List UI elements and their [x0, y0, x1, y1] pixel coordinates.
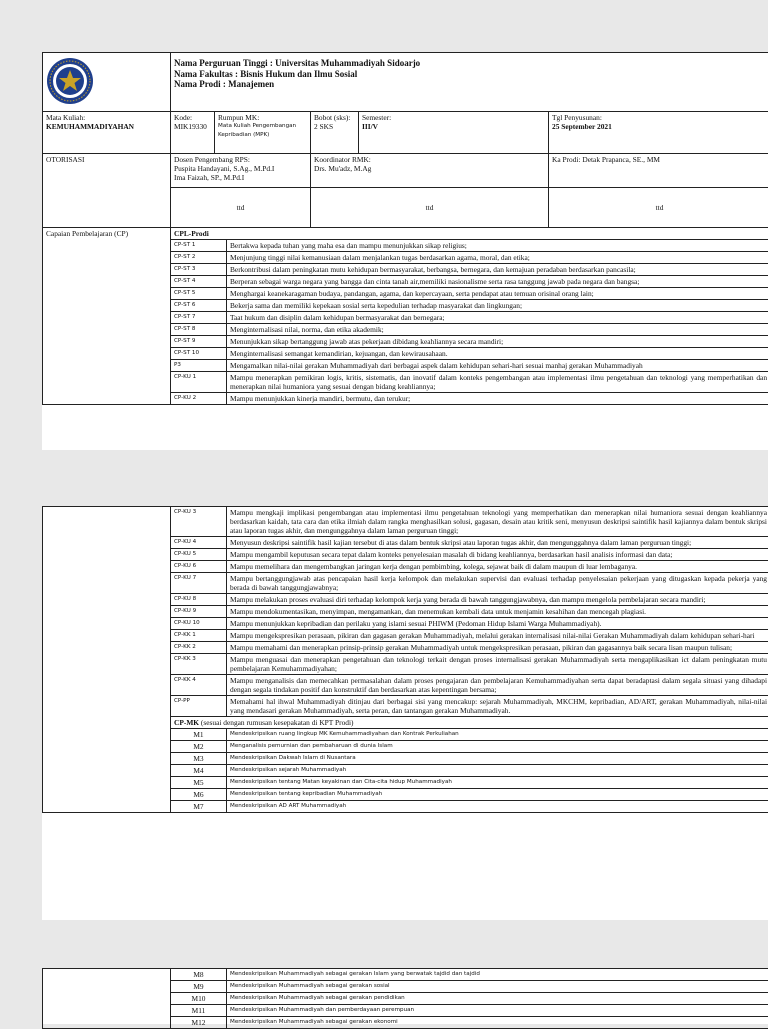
cp-text: Taat hukum dan disiplin dalam kehidupan bermasyarakat dan bernegara;	[227, 312, 768, 324]
cp-text: Mendeskripsikan Muhammadiyah sebagai gerakan sosial	[227, 981, 768, 993]
coordinator-label: Koordinator RMK:	[314, 155, 545, 164]
cp-text: Mampu memahami dan menerapkan prinsip-prinsip gerakan Muhammadiyah untuk mengekspresikan perasaan, pikiran dan gagasannya baik secara lisan maupun tulisan;	[227, 642, 768, 654]
cp-code: M4	[171, 765, 227, 777]
cp-text: Mendeskripsikan tentang Matan keyakinan dan Cita-cita hidup Muhammadiyah	[227, 777, 768, 789]
cp-left-cell	[43, 507, 171, 813]
signature-ttd-2: ttd	[426, 203, 434, 212]
course-name-cell	[43, 112, 171, 154]
cp-text: Memahami hal ihwal Muhammadiyah ditinjau dari berbagai sisi yang mencakup: sejarah Muhammadiyah, MKCHM, kepribadian, AD/ART, gerakan Muhammadiyah, nilai-nilai yang mendasari gerakan Muhammadiyah, serta peran, dan tantangan gerakan Muhammadiyah.	[227, 696, 768, 717]
logo-cell	[43, 53, 171, 112]
cp-text: Mendeskripsikan tentang kepribadian Muhammadiyah	[227, 789, 768, 801]
course-group: Mata Kuliah Pengembangan Kepribadian (MPK)	[218, 122, 307, 140]
semester-cell	[359, 112, 549, 154]
credit-label: Bobot (sks):	[314, 113, 355, 122]
cp-code: CP-KU 6	[171, 561, 227, 573]
course-code: MIK19330	[174, 122, 211, 131]
cp-code: M1	[171, 729, 227, 741]
head-of-program: Ka Prodi: Detak Prapanca, SE., MM	[552, 155, 660, 164]
course-name: KEMUHAMMADIYAHAN	[46, 122, 167, 131]
head-cell	[549, 154, 768, 188]
cp-row	[43, 969, 768, 981]
cp-mk-note: (sesuai dengan rumusan kesepakatan di KPT Prodi)	[201, 718, 354, 727]
cp-code: M12	[171, 1017, 227, 1029]
coordinator-name: Drs. Mu'adz, M.Ag	[314, 164, 545, 173]
cp-code: CP-KU 1	[171, 372, 227, 393]
cp-code: CP-ST 1	[171, 240, 227, 252]
cp-text: Menunjukkan sikap bertanggung jawab atas pekerjaan dibidang keahliannya secara mandiri;	[227, 336, 768, 348]
page-1	[42, 52, 768, 450]
date-cell	[549, 112, 768, 154]
cp-code: M9	[171, 981, 227, 993]
rps-dev-1: Puspita Handayani, S.Ag., M.Pd.I	[174, 164, 307, 173]
cp-text: Mendeskripsikan Muhammadiyah sebagai gerakan ekonomi	[227, 1017, 768, 1029]
cp-text: Menganalisis pemurnian dan pembaharuan di dunia Islam	[227, 741, 768, 753]
cp-code: M6	[171, 789, 227, 801]
cp-code: CP-ST 5	[171, 288, 227, 300]
cp-code: CP-ST 9	[171, 336, 227, 348]
cp-code: CP-PP	[171, 696, 227, 717]
cp-code: M3	[171, 753, 227, 765]
semester-value: III/V	[362, 122, 545, 131]
cp-text: Mampu menunjukkan kepribadian dan perilaku yang islami sesuai PHIWM (Pedoman Hidup Islami Warga Muhammadiyah).	[227, 618, 768, 630]
cp-mk-continued-table	[42, 968, 768, 1029]
signature-ttd-1: ttd	[237, 203, 245, 212]
cp-code: CP-KK 2	[171, 642, 227, 654]
cp-continued-table	[42, 506, 768, 813]
cp-text: Mampu memelihara dan mengembangkan jaringan kerja dengan pembimbing, kolega, sejawat baik di dalam maupun di luar lembaganya.	[227, 561, 768, 573]
cp-text: Menjunjung tinggi nilai kemanusiaan dalam menjalankan tugas berdasarkan agama, moral, dan etika;	[227, 252, 768, 264]
page-2	[42, 506, 768, 920]
coordinator-cell	[311, 154, 549, 188]
university-logo	[46, 57, 94, 105]
cp-code: CP-KU 9	[171, 606, 227, 618]
cp-code: M8	[171, 969, 227, 981]
cp-code: CP-KU 10	[171, 618, 227, 630]
course-label: Mata Kuliah:	[46, 113, 167, 122]
cp-code: P3	[171, 360, 227, 372]
cpl-prodi-title: CPL-Prodi	[171, 228, 768, 240]
cp-text: Mendeskripsikan sejarah Muhammadiyah	[227, 765, 768, 777]
cp-code: CP-KU 3	[171, 507, 227, 537]
cp-code: CP-KU 7	[171, 573, 227, 594]
signature-ttd-3: ttd	[656, 203, 664, 212]
cp-text: Menginternalisasi semangat kemandirian, kejuangan, dan kewirausahaan.	[227, 348, 768, 360]
page-3	[42, 968, 768, 1024]
cp-code: CP-ST 8	[171, 324, 227, 336]
cp-text: Mampu mendokumentasikan, menyimpan, mengamankan, dan menemukan kembali data untuk menjamin kesahihan dan mencegah plagiasi.	[227, 606, 768, 618]
authorization-label: OTORISASI	[46, 155, 84, 164]
cp-mk-header	[171, 717, 768, 729]
cp-code: CP-KU 4	[171, 537, 227, 549]
cp-code: CP-KU 2	[171, 393, 227, 405]
cp-text: Menyusun deskripsi saintifik hasil kajian tersebut di atas dalam bentuk skripsi atau laporan tugas akhir, dan mengunggahnya dalam laman perguruan tinggi;	[227, 537, 768, 549]
date-label: Tgl Penyusunan:	[552, 113, 767, 122]
cp-code: M7	[171, 801, 227, 813]
date-value: 25 September 2021	[552, 122, 767, 131]
ttd-cell-1	[171, 188, 311, 228]
cp-text: Menginternalisasi nilai, norma, dan etika akademik;	[227, 324, 768, 336]
cp-text: Mendeskripsikan Muhammadiyah dan pemberdayaan perempuan	[227, 1005, 768, 1017]
cp-code: CP-KU 8	[171, 594, 227, 606]
institution-cell	[171, 53, 768, 112]
faculty-name: Nama Fakultas : Bisnis Hukum dan Ilmu Sosial	[174, 69, 767, 80]
credit-cell	[311, 112, 359, 154]
cp-text: Bekerja sama dan memiliki kepekaan sosial serta kepedulian terhadap masyarakat dan lingkungan;	[227, 300, 768, 312]
cp-code: M10	[171, 993, 227, 1005]
cp-code: M5	[171, 777, 227, 789]
cp-label-cell	[43, 228, 171, 405]
rps-dev-2: Ima Faizah, SP., M.Pd.I	[174, 173, 307, 182]
ttd-cell-2	[311, 188, 549, 228]
cpl-prodi-table	[42, 227, 768, 405]
cp-text: Mampu mengkaji implikasi pengembangan atau implementasi ilmu pengetahuan teknologi yang memperhatikan dan menerapkan nilai humaniora sesuai dengan keahliannya berdasarkan kaidah, tata cara dan etika ilmiah dalam rangka menghasilkan solusi, gagasan, desain atau kritik seni, menyusun deskripsi saintifik hasil kajiannya dalam bentuk skripsi atau laporan tugas akhir, dan mengunggahnya dalam laman perguruan tinggi;	[227, 507, 768, 537]
rps-dev-cell	[171, 154, 311, 188]
rps-dev-label: Dosen Pengembang RPS:	[174, 155, 307, 164]
cp-text: Mampu menunjukkan kinerja mandiri, bermutu, dan terukur;	[227, 393, 768, 405]
cp-code: CP-ST 4	[171, 276, 227, 288]
cp-text: Mampu mengambil keputusan secara tepat dalam konteks penyelesaian masalah di bidang keahliannya, berdasarkan hasil analisis informasi dan data;	[227, 549, 768, 561]
cp-text: Menghargai keanekaragaman budaya, pandangan, agama, dan kepercayaan, serta pendapat atau temuan orisinal orang lain;	[227, 288, 768, 300]
cp-code: CP-KU 5	[171, 549, 227, 561]
cp-text: Bertakwa kepada tuhan yang maha esa dan mampu menunjukkan sikap religius;	[227, 240, 768, 252]
institution-name: Nama Perguruan Tinggi : Universitas Muhammadiyah Sidoarjo	[174, 58, 767, 69]
cp-code: CP-KK 4	[171, 675, 227, 696]
cp-text: Mampu bertanggungjawab atas pencapaian hasil kerja kelompok dan melakukan supervisi dan evaluasi terhadap penyelesaian pekerjaan yang ditugaskan kepada pekerja yang berada di bawah tanggungjawabnya;	[227, 573, 768, 594]
cp-code: CP-ST 7	[171, 312, 227, 324]
cp-code: CP-KK 3	[171, 654, 227, 675]
semester-label: Semester:	[362, 113, 545, 122]
group-label: Rumpun MK:	[218, 113, 307, 122]
cp-text: Mampu menguasai dan menerapkan pengetahuan dan teknologi terkait dengan proses internalisasi gerakan Muhammadiyah serta mengaplikasikan ict dalam peningkatan mutu pembelajaran Kemuhammadiyahan;	[227, 654, 768, 675]
cp-label: Capaian Pembelajaran (CP)	[46, 229, 128, 238]
cp-code: CP-ST 10	[171, 348, 227, 360]
cp-mk-title: CP-MK	[174, 718, 199, 727]
cp-left-cell	[43, 969, 171, 1029]
cp-row	[43, 507, 768, 537]
cp-text: Mampu menganalisis dan memecahkan permasalahan dalam proses pengajaran dan pembelajaran Kemuhammadiyahan serta dapat beradaptasi dalam segala situasi yang dihadapi dengan segala tindakan positif dan konstruktif dan berdasarkan atas kepentingan bersama;	[227, 675, 768, 696]
cp-text: Mendeskripsikan AD ART Muhammadiyah	[227, 801, 768, 813]
authorization-label-cell	[43, 154, 171, 228]
cp-text: Berperan sebagai warga negara yang bangga dan cinta tanah air,memiliki nasionalisme serta rasa tanggung jawab pada negara dan bangsa;	[227, 276, 768, 288]
cp-text: Mendeskripsikan Dakwah Islam di Nusantara	[227, 753, 768, 765]
cp-text: Mendeskripsikan Muhammadiyah sebagai gerakan Islam yang berwatak tajdid dan tajdid	[227, 969, 768, 981]
course-code-cell	[171, 112, 215, 154]
cp-text: Mampu mengekspresikan perasaan, pikiran dan gagasan gerakan Muhammadiyah, melalui gerakan internalisasi nilai-nilai Gerakan Muhammadiyah dalam kehidupan sehari-hari	[227, 630, 768, 642]
cp-code: CP-ST 6	[171, 300, 227, 312]
rps-header-table	[42, 52, 768, 228]
cp-text: Mendeskripsikan ruang lingkup MK Kemuhammadiyahan dan Kontrak Perkuliahan	[227, 729, 768, 741]
code-label: Kode:	[174, 113, 211, 122]
course-group-cell	[215, 112, 311, 154]
cp-code: M11	[171, 1005, 227, 1017]
cp-text: Berkontribusi dalam peningkatan mutu kehidupan bermasyarakat, berbangsa, bernegara, dan kemajuan peradaban berdasarkan pancasila;	[227, 264, 768, 276]
cp-code: CP-ST 3	[171, 264, 227, 276]
cp-text: Mendeskripsikan Muhammadiyah sebagai gerakan pendidikan	[227, 993, 768, 1005]
cp-code: CP-ST 2	[171, 252, 227, 264]
cp-code: CP-KK 1	[171, 630, 227, 642]
cp-code: M2	[171, 741, 227, 753]
cp-text: Mampu menerapkan pemikiran logis, kritis, sistematis, dan inovatif dalam konteks pengembangan atau implementasi ilmu pengetahuan dan teknologi yang memperhatikan dan menerapkan nilai humaniora yang sesuai dengan bidang keahliannya;	[227, 372, 768, 393]
program-name: Nama Prodi : Manajemen	[174, 79, 767, 90]
credit-value: 2 SKS	[314, 122, 355, 131]
cp-text: Mengamalkan nilai-nilai gerakan Muhammadiyah dari berbagai aspek dalam kehidupan sehari-hari sesuai manhaj gerakan Muhammadiyah	[227, 360, 768, 372]
ttd-cell-3	[549, 188, 768, 228]
cp-text: Mampu melakukan proses evaluasi diri terhadap kelompok kerja yang berada di bawah tanggungjawabnya, dan mampu mengelola pembelajaran secara mandiri;	[227, 594, 768, 606]
